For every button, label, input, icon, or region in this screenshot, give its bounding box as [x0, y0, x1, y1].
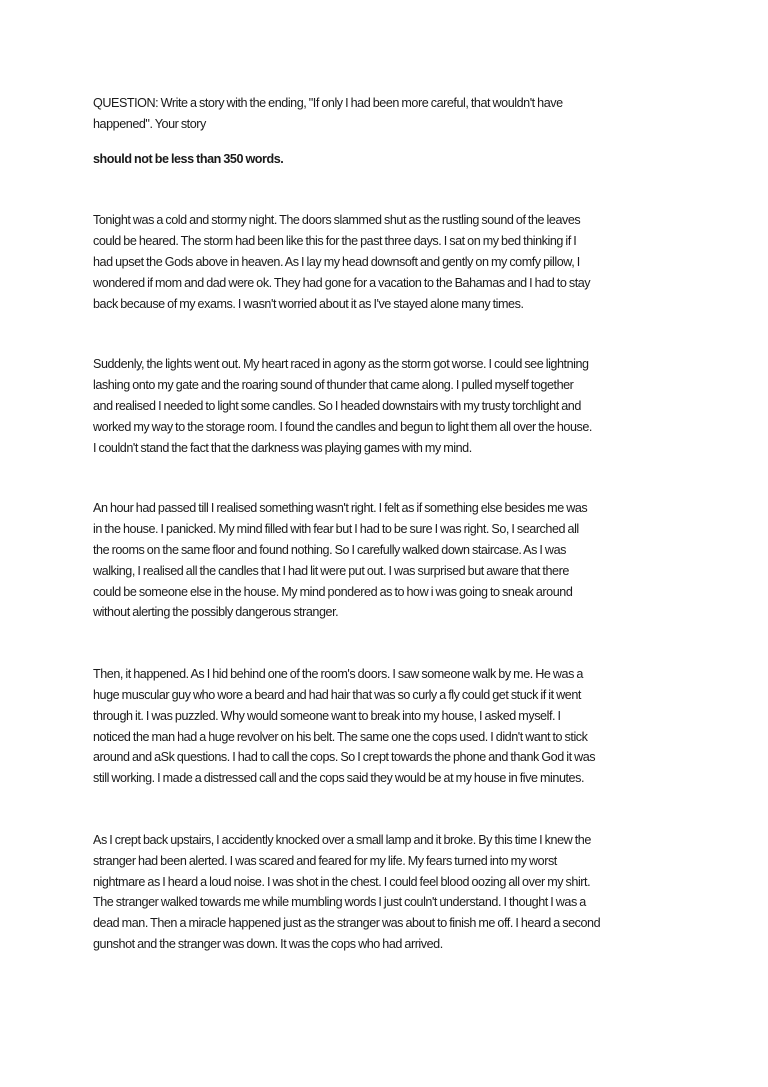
text-line: could be heared. The storm had been like this for the past three days. I sat on my bed thinking if I [93, 234, 577, 249]
text-line: dead man. Then a miracle happened just as the stranger was about to finish me off. I heard a second [93, 916, 601, 931]
question-line: happened". Your story [93, 116, 206, 131]
text-line: Suddenly, the lights went out. My heart raced in agony as the storm got worse. I could see lightning [93, 357, 589, 372]
text-line: through it. I was puzzled. Why would someone want to break into my house, I asked myself. I [93, 708, 561, 723]
text-line: back because of my exams. I wasn't worried about it as I've stayed alone many times. [93, 296, 524, 311]
text-line: the rooms on the same floor and found nothing. So I carefully walked down staircase. As I was [93, 542, 566, 557]
text-line: An hour had passed till I realised something wasn't right. I felt as if something else besides me was [93, 501, 588, 516]
text-line: without alerting the possibly dangerous stranger. [93, 605, 339, 620]
text-line: As I crept back upstairs, I accidently knocked over a small lamp and it broke. By this time I knew the [93, 832, 591, 847]
text-line: huge muscular guy who wore a beard and had hair that was so curly a fly could get stuck if it went [93, 687, 581, 702]
text-line: Then, it happened. As I hid behind one of the room's doors. I saw someone walk by me. He was a [93, 667, 583, 682]
text-line: had upset the Gods above in heaven. As I lay my head downsoft and gently on my comfy pillow, I [93, 254, 580, 269]
text-line: in the house. I panicked. My mind filled with fear but I had to be sure I was right. So, I searched all [93, 522, 579, 537]
text-line: gunshot and the stranger was down. It was the cops who had arrived. [93, 936, 443, 951]
story-paragraph-5 [93, 830, 685, 955]
text-line: lashing onto my gate and the roaring sound of thunder that came along. I pulled myself together [93, 378, 574, 393]
story-paragraph-3 [93, 498, 685, 623]
word-requirement: should not be less than 350 words. [93, 151, 284, 166]
question-prompt [93, 93, 685, 135]
text-line: wondered if mom and dad were ok. They had gone for a vacation to the Bahamas and I had to stay [93, 275, 591, 290]
text-line: stranger had been alerted. I was scared and feared for my life. My fears turned into my worst [93, 853, 557, 868]
story-paragraph-1 [93, 210, 685, 314]
story-paragraph-4 [93, 664, 685, 789]
text-line: noticed the man had a huge revolver on his belt. The same one the cops used. I didn't want to stick [93, 729, 588, 744]
text-line: could be someone else in the house. My mind pondered as to how i was going to sneak around [93, 584, 573, 599]
document-body [93, 93, 685, 955]
text-line: still working. I made a distressed call and the cops said they would be at my house in five minutes. [93, 771, 585, 786]
text-line: and realised I needed to light some candles. So I headed downstairs with my trusty torchlight and [93, 398, 581, 413]
question-line: QUESTION: Write a story with the ending, "If only I had been more careful, that wouldn't have [93, 96, 563, 110]
text-line: I couldn't stand the fact that the darkness was playing games with my mind. [93, 440, 472, 455]
text-line: around and aSk questions. I had to call the cops. So I crept towards the phone and thank God it was [93, 750, 596, 765]
text-line: nightmare as I heard a loud noise. I was shot in the chest. I could feel blood oozing all over my shirt. [93, 874, 591, 889]
text-line: The stranger walked towards me while mumbling words I just couln't understand. I thought I was a [93, 895, 586, 910]
text-line: worked my way to the storage room. I found the candles and begun to light them all over the house. [93, 419, 592, 434]
text-line: walking, I realised all the candles that I had lit were put out. I was surprised but aware that there [93, 563, 569, 578]
text-line: Tonight was a cold and stormy night. The doors slammed shut as the rustling sound of the leaves [93, 213, 581, 228]
story-paragraph-2 [93, 354, 685, 458]
